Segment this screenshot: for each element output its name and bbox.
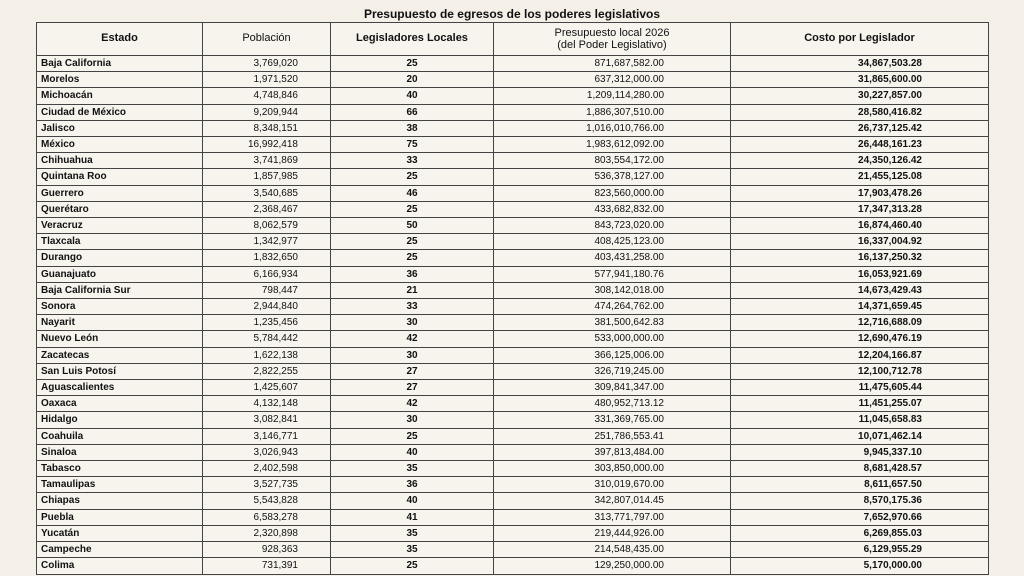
cell-presupuesto: 577,941,180.76	[494, 266, 731, 282]
cell-costo: 8,570,175.36	[731, 493, 989, 509]
cell-poblacion: 5,784,442	[203, 331, 331, 347]
cell-costo: 30,227,857.00	[731, 88, 989, 104]
cell-legisladores: 30	[331, 412, 494, 428]
header-poblacion: Población	[203, 23, 331, 56]
cell-presupuesto: 1,209,114,280.00	[494, 88, 731, 104]
cell-estado: Zacatecas	[37, 347, 203, 363]
cell-poblacion: 1,857,985	[203, 169, 331, 185]
cell-costo: 34,867,503.28	[731, 56, 989, 72]
cell-costo: 12,204,166.87	[731, 347, 989, 363]
cell-estado: Tabasco	[37, 461, 203, 477]
table-row	[37, 363, 989, 379]
cell-presupuesto: 1,016,010,766.00	[494, 120, 731, 136]
cell-legisladores: 35	[331, 542, 494, 558]
cell-estado: San Luis Potosí	[37, 363, 203, 379]
cell-poblacion: 3,082,841	[203, 412, 331, 428]
cell-presupuesto: 433,682,832.00	[494, 201, 731, 217]
table-row	[37, 218, 989, 234]
cell-poblacion: 1,622,138	[203, 347, 331, 363]
cell-poblacion: 16,992,418	[203, 137, 331, 153]
cell-legisladores: 40	[331, 493, 494, 509]
cell-presupuesto: 214,548,435.00	[494, 542, 731, 558]
cell-poblacion: 2,320,898	[203, 525, 331, 541]
table-row	[37, 185, 989, 201]
cell-presupuesto: 823,560,000.00	[494, 185, 731, 201]
cell-legisladores: 25	[331, 169, 494, 185]
cell-legisladores: 30	[331, 315, 494, 331]
cell-legisladores: 25	[331, 428, 494, 444]
cell-costo: 11,475,605.44	[731, 380, 989, 396]
table-row	[37, 542, 989, 558]
cell-costo: 6,269,855.03	[731, 525, 989, 541]
cell-poblacion: 9,209,944	[203, 104, 331, 120]
cell-estado: Campeche	[37, 542, 203, 558]
cell-costo: 14,371,659.45	[731, 299, 989, 315]
cell-estado: Querétaro	[37, 201, 203, 217]
cell-poblacion: 2,822,255	[203, 363, 331, 379]
cell-costo: 12,690,476.19	[731, 331, 989, 347]
cell-poblacion: 3,741,869	[203, 153, 331, 169]
table-row	[37, 461, 989, 477]
table-row	[37, 137, 989, 153]
cell-legisladores: 25	[331, 56, 494, 72]
table-row	[37, 266, 989, 282]
cell-poblacion: 2,944,840	[203, 299, 331, 315]
cell-poblacion: 4,748,846	[203, 88, 331, 104]
cell-estado: Michoacán	[37, 88, 203, 104]
cell-poblacion: 3,769,020	[203, 56, 331, 72]
cell-legisladores: 66	[331, 104, 494, 120]
cell-presupuesto: 474,264,762.00	[494, 299, 731, 315]
cell-poblacion: 798,447	[203, 282, 331, 298]
cell-presupuesto: 480,952,713.12	[494, 396, 731, 412]
cell-costo: 31,865,600.00	[731, 72, 989, 88]
cell-estado: Colima	[37, 558, 203, 574]
cell-costo: 10,071,462.14	[731, 428, 989, 444]
cell-legisladores: 35	[331, 461, 494, 477]
cell-legisladores: 21	[331, 282, 494, 298]
cell-presupuesto: 397,813,484.00	[494, 444, 731, 460]
cell-costo: 11,045,658.83	[731, 412, 989, 428]
cell-estado: Chiapas	[37, 493, 203, 509]
cell-estado: Chihuahua	[37, 153, 203, 169]
cell-legisladores: 25	[331, 250, 494, 266]
table-title: Presupuesto de egresos de los poderes legislativos	[363, 7, 661, 21]
cell-presupuesto: 310,019,670.00	[494, 477, 731, 493]
table-row	[37, 331, 989, 347]
cell-legisladores: 27	[331, 363, 494, 379]
cell-poblacion: 1,971,520	[203, 72, 331, 88]
cell-estado: Veracruz	[37, 218, 203, 234]
cell-estado: México	[37, 137, 203, 153]
cell-costo: 9,945,337.10	[731, 444, 989, 460]
cell-poblacion: 6,166,934	[203, 266, 331, 282]
cell-costo: 28,580,416.82	[731, 104, 989, 120]
cell-presupuesto: 533,000,000.00	[494, 331, 731, 347]
table-row	[37, 72, 989, 88]
cell-poblacion: 1,235,456	[203, 315, 331, 331]
cell-legisladores: 36	[331, 477, 494, 493]
cell-legisladores: 40	[331, 444, 494, 460]
cell-poblacion: 6,583,278	[203, 509, 331, 525]
table-row	[37, 558, 989, 574]
cell-estado: Oaxaca	[37, 396, 203, 412]
cell-costo: 12,100,712.78	[731, 363, 989, 379]
cell-presupuesto: 408,425,123.00	[494, 234, 731, 250]
cell-costo: 14,673,429.43	[731, 282, 989, 298]
cell-presupuesto: 803,554,172.00	[494, 153, 731, 169]
cell-presupuesto: 219,444,926.00	[494, 525, 731, 541]
cell-estado: Tamaulipas	[37, 477, 203, 493]
cell-poblacion: 1,832,650	[203, 250, 331, 266]
cell-estado: Sinaloa	[37, 444, 203, 460]
cell-presupuesto: 381,500,642.83	[494, 315, 731, 331]
cell-poblacion: 3,540,685	[203, 185, 331, 201]
cell-presupuesto: 326,719,245.00	[494, 363, 731, 379]
cell-estado: Ciudad de México	[37, 104, 203, 120]
cell-legisladores: 20	[331, 72, 494, 88]
cell-costo: 11,451,255.07	[731, 396, 989, 412]
table-row	[37, 56, 989, 72]
cell-poblacion: 4,132,148	[203, 396, 331, 412]
cell-estado: Jalisco	[37, 120, 203, 136]
cell-poblacion: 928,363	[203, 542, 331, 558]
table-row	[37, 347, 989, 363]
table-row	[37, 234, 989, 250]
cell-estado: Baja California Sur	[37, 282, 203, 298]
cell-estado: Quintana Roo	[37, 169, 203, 185]
table-row	[37, 315, 989, 331]
budget-table	[36, 22, 989, 575]
cell-estado: Guerrero	[37, 185, 203, 201]
table-row	[37, 477, 989, 493]
cell-presupuesto: 1,886,307,510.00	[494, 104, 731, 120]
cell-legisladores: 27	[331, 380, 494, 396]
table-row	[37, 299, 989, 315]
cell-estado: Nayarit	[37, 315, 203, 331]
cell-presupuesto: 303,850,000.00	[494, 461, 731, 477]
cell-legisladores: 35	[331, 525, 494, 541]
cell-presupuesto: 1,983,612,092.00	[494, 137, 731, 153]
table-row	[37, 120, 989, 136]
cell-poblacion: 8,062,579	[203, 218, 331, 234]
cell-poblacion: 3,026,943	[203, 444, 331, 460]
table-row	[37, 396, 989, 412]
table-row	[37, 153, 989, 169]
cell-poblacion: 3,146,771	[203, 428, 331, 444]
cell-presupuesto: 309,841,347.00	[494, 380, 731, 396]
cell-legisladores: 42	[331, 331, 494, 347]
cell-costo: 17,347,313.28	[731, 201, 989, 217]
cell-legisladores: 46	[331, 185, 494, 201]
cell-legisladores: 36	[331, 266, 494, 282]
header-presupuesto	[494, 23, 731, 56]
cell-legisladores: 33	[331, 299, 494, 315]
cell-poblacion: 2,402,598	[203, 461, 331, 477]
cell-estado: Sonora	[37, 299, 203, 315]
cell-poblacion: 2,368,467	[203, 201, 331, 217]
cell-costo: 26,448,161.23	[731, 137, 989, 153]
cell-estado: Coahuila	[37, 428, 203, 444]
cell-costo: 24,350,126.42	[731, 153, 989, 169]
table-row	[37, 104, 989, 120]
cell-poblacion: 1,425,607	[203, 380, 331, 396]
header-estado: Estado	[37, 23, 203, 56]
cell-estado: Tlaxcala	[37, 234, 203, 250]
cell-legisladores: 75	[331, 137, 494, 153]
cell-presupuesto: 843,723,020.00	[494, 218, 731, 234]
cell-legisladores: 41	[331, 509, 494, 525]
cell-presupuesto: 342,807,014.45	[494, 493, 731, 509]
table-row	[37, 250, 989, 266]
cell-legisladores: 33	[331, 153, 494, 169]
table-row	[37, 412, 989, 428]
cell-legisladores: 50	[331, 218, 494, 234]
header-presupuesto-line1: Presupuesto local 2026	[554, 27, 670, 39]
table-row	[37, 444, 989, 460]
cell-estado: Durango	[37, 250, 203, 266]
cell-estado: Nuevo León	[37, 331, 203, 347]
header-presupuesto-line2: (del Poder Legislativo)	[557, 39, 667, 51]
header-row	[37, 23, 989, 56]
cell-costo: 26,737,125.42	[731, 120, 989, 136]
cell-legisladores: 38	[331, 120, 494, 136]
cell-costo: 8,611,657.50	[731, 477, 989, 493]
cell-estado: Morelos	[37, 72, 203, 88]
cell-presupuesto: 403,431,258.00	[494, 250, 731, 266]
cell-estado: Aguascalientes	[37, 380, 203, 396]
cell-presupuesto: 331,369,765.00	[494, 412, 731, 428]
cell-estado: Baja California	[37, 56, 203, 72]
cell-presupuesto: 637,312,000.00	[494, 72, 731, 88]
cell-legisladores: 25	[331, 234, 494, 250]
cell-estado: Guanajuato	[37, 266, 203, 282]
header-legisladores: Legisladores Locales	[331, 23, 494, 56]
cell-legisladores: 30	[331, 347, 494, 363]
cell-costo: 16,874,460.40	[731, 218, 989, 234]
cell-legisladores: 25	[331, 558, 494, 574]
cell-presupuesto: 129,250,000.00	[494, 558, 731, 574]
table-row	[37, 380, 989, 396]
table-row	[37, 169, 989, 185]
cell-costo: 21,455,125.08	[731, 169, 989, 185]
table-row	[37, 525, 989, 541]
cell-presupuesto: 251,786,553.41	[494, 428, 731, 444]
table-row	[37, 509, 989, 525]
cell-costo: 16,337,004.92	[731, 234, 989, 250]
table-row	[37, 493, 989, 509]
cell-poblacion: 5,543,828	[203, 493, 331, 509]
header-costo: Costo por Legislador	[731, 23, 989, 56]
cell-costo: 12,716,688.09	[731, 315, 989, 331]
cell-presupuesto: 366,125,006.00	[494, 347, 731, 363]
cell-costo: 17,903,478.26	[731, 185, 989, 201]
table-body	[37, 56, 989, 575]
cell-presupuesto: 308,142,018.00	[494, 282, 731, 298]
cell-estado: Hidalgo	[37, 412, 203, 428]
cell-legisladores: 25	[331, 201, 494, 217]
cell-costo: 16,053,921.69	[731, 266, 989, 282]
cell-costo: 6,129,955.29	[731, 542, 989, 558]
cell-estado: Puebla	[37, 509, 203, 525]
table-row	[37, 88, 989, 104]
table-row	[37, 201, 989, 217]
cell-legisladores: 40	[331, 88, 494, 104]
cell-poblacion: 8,348,151	[203, 120, 331, 136]
cell-costo: 5,170,000.00	[731, 558, 989, 574]
cell-costo: 16,137,250.32	[731, 250, 989, 266]
cell-presupuesto: 536,378,127.00	[494, 169, 731, 185]
cell-poblacion: 731,391	[203, 558, 331, 574]
table-row	[37, 282, 989, 298]
cell-legisladores: 42	[331, 396, 494, 412]
cell-presupuesto: 313,771,797.00	[494, 509, 731, 525]
cell-costo: 7,652,970.66	[731, 509, 989, 525]
cell-estado: Yucatán	[37, 525, 203, 541]
cell-presupuesto: 871,687,582.00	[494, 56, 731, 72]
cell-poblacion: 3,527,735	[203, 477, 331, 493]
table-row	[37, 428, 989, 444]
cell-poblacion: 1,342,977	[203, 234, 331, 250]
cell-costo: 8,681,428.57	[731, 461, 989, 477]
